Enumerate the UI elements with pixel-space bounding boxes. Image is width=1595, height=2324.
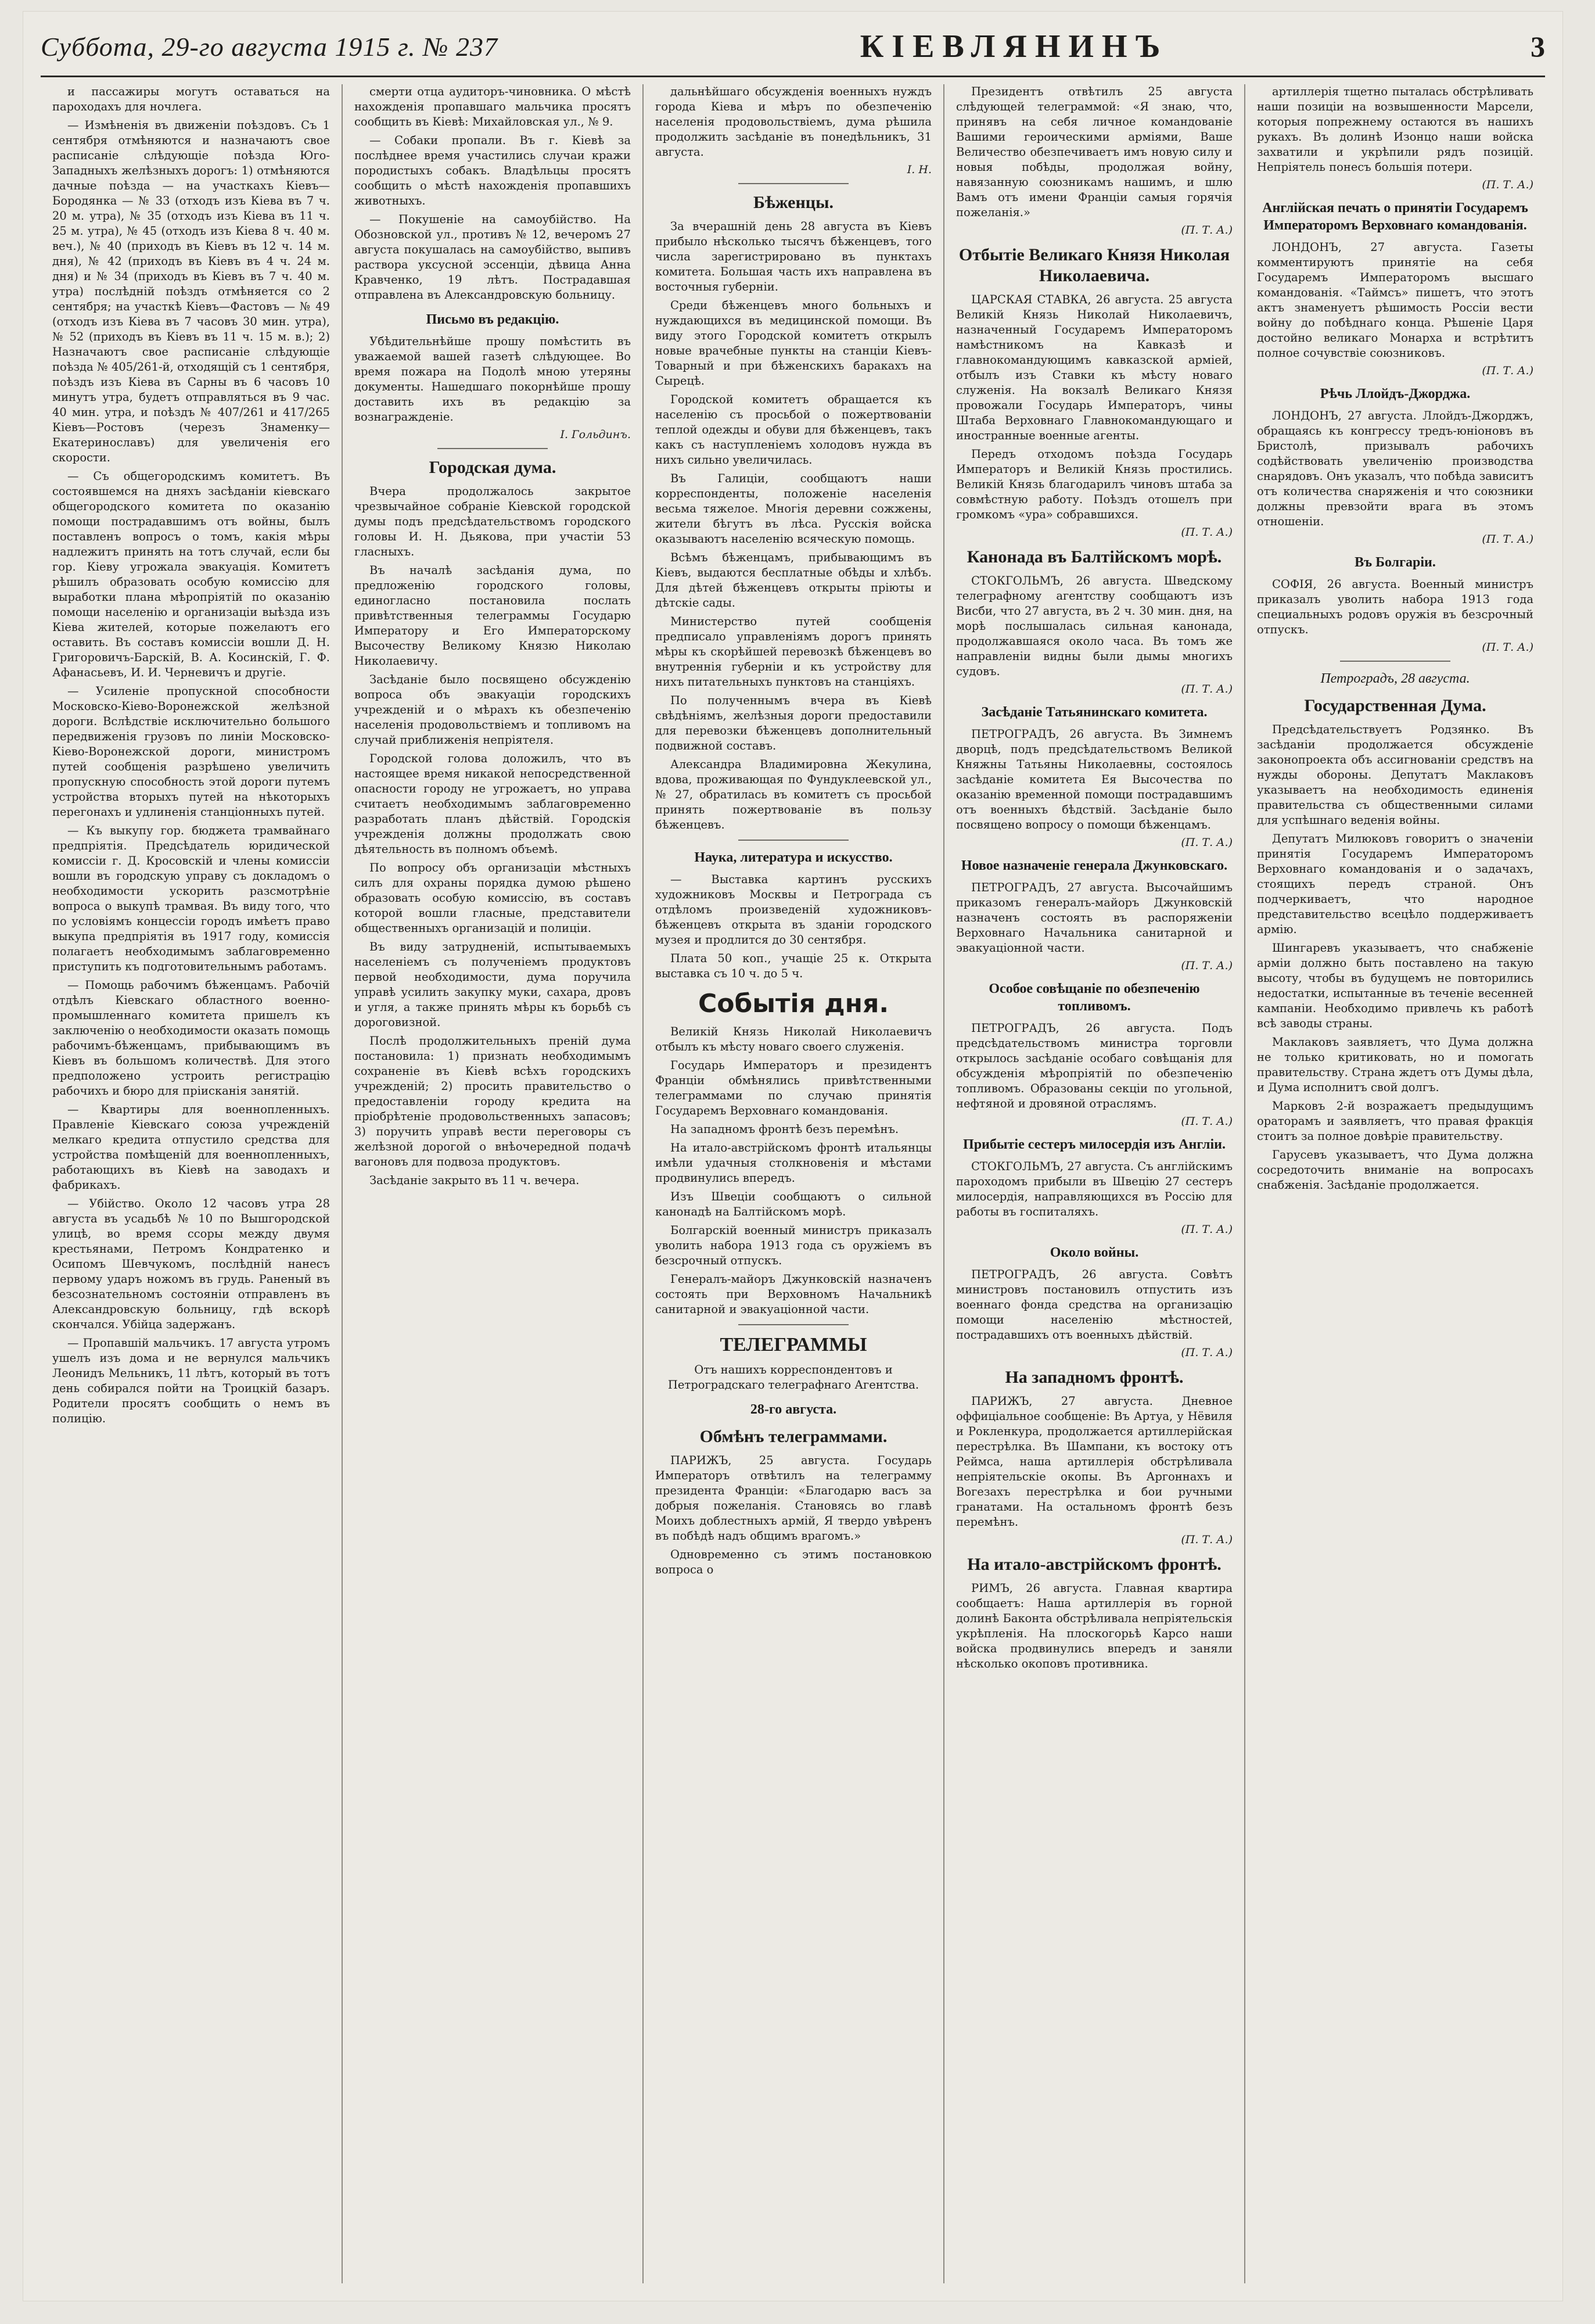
article-text: СТОКГОЛЬМЪ, 27 августа. Съ англійскимъ пароходомъ прибыли въ Швецію 27 сестеръ милосердія, направляющихся въ Россію для работы въ госпиталяхъ.	[956, 1160, 1233, 1218]
section-heading: Государственная Дума.	[1304, 696, 1486, 715]
article-text: Марковъ 2-й возражаетъ предыдущимъ ораторамъ и заявляетъ, что правая фракція стоитъ за полное довѣріе правительству.	[1257, 1099, 1533, 1143]
section-heading: Прибытіе сестеръ милосердія изъ Англіи.	[963, 1137, 1226, 1152]
section-heading: Обмѣнъ телеграммами.	[699, 1427, 888, 1446]
section-heading: Наука, литература и искусство.	[694, 850, 893, 865]
newspaper-page	[23, 12, 1562, 2301]
article-text: СОФІЯ, 26 августа. Военный министръ приказалъ уволить набора 1913 года специальныхъ родовъ оружія въ безсрочный отпускъ.	[1257, 578, 1533, 636]
column-3	[642, 84, 943, 2283]
columns	[41, 84, 1545, 2283]
article-text: Шингаревъ указываетъ, что снабженіе арміи должно быть поставлено на такую высоту, чтобы въ будущемъ не повторились недостатки, испытанные въ теченіе весенней кампаніи. Необходимо привлечь къ работѣ всѣ заводы страны.	[1257, 941, 1533, 1030]
article-text: артиллерія тщетно пыталась обстрѣливать наши позиціи на возвышенности Марсели, которыя попрежнему остаются въ нашихъ рукахъ. Въ долинѣ Изонцо наши войска захватили и укрѣпили рядъ позицій. Непріятель понесъ большія потери.	[1257, 85, 1533, 174]
section-heading: Въ Болгаріи.	[1355, 555, 1436, 570]
article-text: и пассажиры могутъ оставаться на пароходахъ для ночлега.	[52, 85, 330, 113]
signature: І. Н.	[907, 163, 932, 176]
signature: (П. Т. А.)	[1482, 364, 1533, 377]
section-heading: Городская дума.	[429, 458, 556, 477]
article-text: РИМЪ, 26 августа. Главная квартира сообщаетъ: Наша артиллерія въ горной долинѣ Баконта обстрѣливала непріятельскія укрѣпленія. На плоскогорьѣ Карсо наши войска продвинулись впередъ и заняли нѣсколько окоповъ противника.	[956, 1581, 1233, 1670]
signature: (П. Т. А.)	[1181, 683, 1233, 695]
signature: (П. Т. А.)	[1181, 1115, 1233, 1128]
article-text: Засѣданіе было посвящено обсужденію вопроса объ эвакуаціи городскихъ учрежденій и о мѣрахъ къ обезпеченію населенія продовольствіемъ и топливомъ на случай приближенія непріятеля.	[354, 673, 631, 747]
article-text: дальнѣйшаго обсужденія военныхъ нуждъ города Кіева и мѣръ по обезпеченію населенія продовольствіемъ, дума рѣшила продолжить засѣданіе въ понедѣльникъ, 31 августа.	[655, 85, 932, 159]
section-heading: Событія дня.	[698, 989, 889, 1018]
article-text: ПЕТРОГРАДЪ, 26 августа. Подъ предсѣдательствомъ министра торговли открылось засѣданіе особаго совѣщанія для обсужденія мѣропріятій по обезпеченію топливомъ. Образованы секціи по угольной, нефтяной и дровяной отраслямъ.	[956, 1021, 1233, 1110]
article-text: Всѣмъ бѣженцамъ, прибывающимъ въ Кіевъ, выдаются бесплатные обѣды и хлѣбъ. Для дѣтей бѣженцевъ открыты пріюты и дѣтскіе сады.	[655, 551, 932, 609]
article-text: ПЕТРОГРАДЪ, 26 августа. Въ Зимнемъ дворцѣ, подъ предсѣдательствомъ Великой Княжны Татьяны Николаевны, состоялось засѣданіе комитета Ея Высочества по оказанію временной помощи пострадавшимъ отъ военныхъ бѣдствій. Засѣданіе было посвящено вопросу о помощи бѣженцамъ.	[956, 727, 1233, 831]
divider	[738, 183, 849, 184]
article-text: — Съ общегородскимъ комитетъ. Въ состоявшемся на дняхъ засѣданіи кіевскаго общегородского комитета по оказанію помощи пострадавшимъ отъ войны, былъ поставленъ вопросъ о томъ, какія мѣры надлежитъ принять на тотъ случай, если бы гор. Кіеву угрожала эвакуація. Комитетъ рѣшилъ образовать особую комиссію для выработки плана мѣропріятій по оказанію помощи населенію и организаціи выѣзда изъ Кіева жителей, которые пожелаютъ его оставить. Въ составъ комиссіи вошли Д. Н. Григоровичъ-Барскій, В. А. Косинскій, Г. Ф. Афанасьевъ, И. И. Черневичъ и другіе.	[52, 469, 330, 679]
column-2	[342, 84, 642, 2283]
article-text: СТОКГОЛЬМЪ, 26 августа. Шведскому телеграфному агентству сообщаютъ изъ Висби, что 27 августа, въ 2 ч. 30 мин. дня, на морѣ послышалась сильная канонада, продолжавшаяся около часа. Въ томъ же направленіи видны были дымы многихъ судовъ.	[956, 574, 1233, 678]
section-heading: Отбытіе Великаго Князя Николая Николаевича.	[958, 245, 1230, 285]
article-text: Предсѣдательствуетъ Родзянко. Въ засѣданіи продолжается обсужденіе законопроекта объ ассигнованіи средствъ на нужды обороны. Депутатъ Маклаковъ указываетъ на необходимость единенія правительства съ общественными силами для успѣшнаго веденія войны.	[1257, 723, 1533, 827]
section-heading: Особое совѣщаніе по обезпеченію топливомъ.	[989, 981, 1200, 1014]
article-text: По вопросу объ организаціи мѣстныхъ силъ для охраны порядка думою рѣшено образовать особую комиссію, въ составъ которой вошли гласные, представители общественныхъ организацій и полиціи.	[354, 861, 631, 935]
divider	[738, 1324, 849, 1325]
issue-date: Суббота, 29-го августа 1915 г. № 237	[41, 31, 498, 62]
section-heading: На итало-австрійскомъ фронтѣ.	[967, 1555, 1222, 1574]
article-text: Въ началѣ засѣданія дума, по предложенію городского головы, единогласно постановила послать привѣтственныя телеграммы Государю Императору и Его Императорскому Высочеству Великому Князю Николаю Николаевичу.	[354, 564, 631, 668]
article-text: — Къ выкупу гор. бюджета трамвайнаго предпріятія. Предсѣдатель юридической комиссіи г. Д. Кросовскій и члены комиссіи вошли въ городскую управу съ докладомъ о необходимости ускорить разсмотрѣніе вопроса о выкупѣ трамвая. Въ виду того, что по условіямъ концессіи городъ имѣетъ право выкупа предпріятія въ 1917 году, комиссія полагаетъ необходимымъ заблаговременно приступить къ подготовительнымъ работамъ.	[52, 824, 330, 973]
article-text: — Убійство. Около 12 часовъ утра 28 августа въ усадьбѣ № 10 по Вышгородской улицѣ, во время ссоры между двумя крестьянами, Петромъ Кондратенко и Осипомъ Шевчукомъ, послѣдній нанесъ первому ударъ ножомъ въ грудь. Раненый въ безсознательномъ состояніи отправленъ въ Александровскую больницу, гдѣ вскорѣ скончался. Убійца задержанъ.	[52, 1197, 330, 1331]
article-text: Городской голова доложилъ, что въ настоящее время никакой непосредственной опасности городу не угрожаетъ, но управа считаетъ необходимымъ заблаговременно разработать планъ дѣйствій. Городскія учрежденія должны продолжать свою дѣятельность въ полномъ объемѣ.	[354, 752, 631, 856]
signature: (П. Т. А.)	[1181, 526, 1233, 539]
article-text: Депутатъ Милюковъ говоритъ о значеніи принятія Государемъ Императоромъ Верховнаго командованія и о задачахъ, стоящихъ передъ страной. Онъ подчеркиваетъ, что народное представительство всецѣло поддерживаетъ армію.	[1257, 832, 1533, 936]
article-text: Отъ нашихъ корреспондентовъ и Петроградскаго телеграфнаго Агентства.	[667, 1363, 919, 1391]
article-text: Генералъ-майоръ Джунковскій назначенъ состоять при Верховномъ Начальникѣ санитарной и эвакуаціонной части.	[655, 1272, 932, 1316]
article-text: — Помощь рабочимъ бѣженцамъ. Рабочій отдѣлъ Кіевскаго областного военно-промышленнаго комитета пришелъ къ заключенію о необходимости оказать помощь рабочимъ-бѣженцамъ, прибывающимъ въ Кіевъ въ большомъ количествѣ. Для этого предположено устроить регистрацію рабочихъ и бюро для пріисканія занятій.	[52, 978, 330, 1098]
section-heading: Новое назначеніе генерала Джунковскаго.	[961, 858, 1228, 873]
article-text: ПАРИЖЪ, 27 августа. Дневное оффиціальное сообщеніе: Въ Артуа, у Нёвиля и Рокленкура, продолжается артиллерійская перестрѣлка. Въ Шампани, къ востоку отъ Реймса, наша артиллерія обстрѣливала непріятельскіе окопы. Въ Аргоннахъ и Вогезахъ перестрѣлка и бои ручными гранатами. На остальномъ фронтѣ безъ перемѣнъ.	[956, 1394, 1233, 1529]
newspaper-title: КІЕВЛЯНИНЪ	[860, 28, 1169, 64]
signature: (П. Т. А.)	[1482, 178, 1533, 191]
page-number: 3	[1530, 30, 1545, 63]
section-heading: Засѣданіе Татьянинскаго комитета.	[981, 705, 1208, 720]
signature: (П. Т. А.)	[1181, 836, 1233, 849]
article-text: Засѣданіе закрыто въ 11 ч. вечера.	[369, 1174, 580, 1187]
article-text: Президентъ отвѣтилъ 25 августа слѣдующей телеграммой: «Я знаю, что, принявъ на себя личное командованіе Вашими героическими арміями, Ваше Величество обезпечиваетъ имъ новую силу и новыя побѣды, продолжая войну, навязанную союзникамъ нашимъ, и шлю Вамъ отъ имени Франціи самыя горячія пожеланія.»	[956, 85, 1233, 219]
article-text: На западномъ фронтѣ безъ перемѣнъ.	[670, 1122, 899, 1136]
article-text: ПЕТРОГРАДЪ, 26 августа. Совѣтъ министровъ постановилъ отпустить изъ военнаго фонда средства на организацію помощи населенію мѣстностей, пострадавшихъ отъ военныхъ дѣйствій.	[956, 1268, 1233, 1342]
signature: (П. Т. А.)	[1482, 641, 1533, 654]
article-text: ЦАРСКАЯ СТАВКА, 26 августа. 25 августа Великій Князь Николай Николаевичъ, назначенный Государемъ Императоромъ намѣстникомъ на Кавказѣ и главнокомандующимъ кавказской арміей, отбылъ изъ Ставки къ мѣсту новаго служенія. На вокзалѣ Великаго Князя провожали Государь Императоръ, чины Штаба Верховнаго Главнокомандующаго и иностранные военные агенты.	[956, 293, 1233, 442]
divider	[738, 840, 849, 841]
section-heading: 28-го августа.	[750, 1402, 837, 1417]
article-text: Вчера продолжалось закрытое чрезвычайное собраніе Кіевской городской думы подъ предсѣдательствомъ городского головы И. Н. Дьякова, при участіи 53 гласныхъ.	[354, 485, 631, 558]
masthead	[41, 17, 1545, 77]
signature: (П. Т. А.)	[1181, 224, 1233, 236]
article-text: смерти отца аудиторъ-чиновника. О мѣстѣ нахожденія пропавшаго мальчика просятъ сообщить въ Кіевѣ: Михайловская ул., № 9.	[354, 85, 631, 128]
article-text: — Усиленіе пропускной способности Московско-Кіево-Воронежской желѣзной дороги. Вслѣдствіе исключительно большого передвиженія грузовъ по линіи Московско-Кіево-Воронежской дороги, министромъ путей сообщенія разрѣшено увеличить пропускную способность этой дороги путемъ устройства вторыхъ путей на нѣкоторыхъ перегонахъ и удлиненія станціонныхъ путей.	[52, 684, 330, 819]
article-text: Маклаковъ заявляетъ, что Дума должна не только критиковать, но и помогать правительству. Страна ждетъ отъ Думы дѣла, и Дума исполнитъ свой долгъ.	[1257, 1035, 1533, 1094]
signature: (П. Т. А.)	[1181, 1533, 1233, 1546]
article-text: — Квартиры для военнопленныхъ. Правленіе Кіевскаго союза учрежденій мелкаго кредита отпустило средства для устройства помѣщеній для военнопленныхъ, работающихъ въ Кіевѣ на заводахъ и фабрикахъ.	[52, 1103, 330, 1192]
section-heading: Петроградъ, 28 августа.	[1320, 671, 1470, 686]
article-text: Въ Галиціи, сообщаютъ наши корреспонденты, положеніе населенія весьма тяжелое. Многія деревни сожжены, жители бѣгутъ въ лѣса. Русскія войска оказываютъ населенію всяческую помощь.	[655, 472, 932, 546]
article-text: Плата 50 коп., учащіе 25 к. Открыта выставка съ 10 ч. до 5 ч.	[655, 952, 932, 980]
article-text: Городской комитетъ обращается къ населенію съ просьбой о пожертвованіи теплой одежды и обуви для бѣженцевъ, такъ какъ съ наступленіемъ холодовъ нужда въ нихъ сильно увеличилась.	[655, 393, 932, 467]
article-text: Великій Князь Николай Николаевичъ отбылъ къ мѣсту новаго своего служенія.	[655, 1025, 932, 1053]
signature: (П. Т. А.)	[1181, 959, 1233, 972]
article-text: По полученнымъ вчера въ Кіевѣ свѣдѣніямъ, желѣзныя дороги предоставили для перевозки бѣженцевъ дополнительный подвижной составъ.	[655, 694, 932, 752]
article-text: Въ виду затрудненій, испытываемыхъ населеніемъ съ полученіемъ продуктовъ первой необходимости, дума поручила управѣ усилить закупку муки, сахара, дровъ и угля, а также принять мѣры къ борьбѣ съ дороговизной.	[354, 940, 631, 1029]
article-text: Среди бѣженцевъ много больныхъ и нуждающихся въ медицинской помощи. Въ виду этого Городской комитетъ открылъ новые врачебные пункты на станціи Кіевъ-Товарный и при бѣженскихъ баракахъ на Сырецѣ.	[655, 299, 932, 388]
article-text: Государь Императоръ и президентъ Франціи обмѣнялись привѣтственными телеграммами по случаю принятія Государемъ Верховнаго командованія.	[655, 1059, 932, 1117]
section-heading: Канонада въ Балтійскомъ морѣ.	[967, 547, 1222, 566]
article-text: ЛОНДОНЪ, 27 августа. Ллойдъ-Джорджъ, обращаясь къ конгрессу тредъ-юніоновъ въ Бристолѣ, призывалъ рабочихъ содѣйствовать увеличенію производства снарядовъ. Онъ указалъ, что побѣда зависитъ отъ количества снаряженія и что союзники должны превзойти врага въ этомъ отношеніи.	[1257, 409, 1533, 528]
article-text: — Собаки пропали. Въ г. Кіевѣ за послѣднее время участились случаи кражи породистыхъ собакъ. Владѣльцы просятъ сообщить о мѣстѣ нахожденія пропавшихъ животныхъ.	[354, 134, 631, 207]
article-text: — Покушеніе на самоубійство. На Обозновской ул., противъ № 12, вечеромъ 27 августа покушалась на самоубійство, выпивъ раствора уксусной эссенціи, дѣвица Анна Кравченко, 19 лѣтъ. Пострадавшая отправлена въ Александровскую больницу.	[354, 213, 631, 302]
signature: (П. Т. А.)	[1181, 1223, 1233, 1236]
divider	[1340, 661, 1450, 662]
article-text: ПАРИЖЪ, 25 августа. Государь Императоръ отвѣтилъ на телеграмму президента Франціи: «Благодарю васъ за добрыя пожеланія. Становясь во главѣ Моихъ доблестныхъ армій, Я твердо увѣренъ въ побѣдѣ надъ общимъ врагомъ.»	[655, 1454, 932, 1543]
section-heading: Бѣженцы.	[753, 193, 834, 212]
article-text: Изъ Швеціи сообщаютъ о сильной канонадѣ на Балтійскомъ морѣ.	[655, 1190, 932, 1218]
article-text: — Измѣненія въ движеніи поѣздовъ. Съ 1 сентября отмѣняются и назначаютъ свое расписаніе слѣдующіе поѣзда Юго-Западныхъ желѣзныхъ дорогъ: 1) отмѣняются дачные поѣзда — на участкахъ Кіевъ—Бородянка — № 33 (отходъ изъ Кіева въ 7 ч. 20 м. утра), № 35 (отходъ изъ Кіева въ 11 ч. 25 м. утра), № 45 (отходъ изъ Кіева 8 ч. 40 м. веч.), № 40 (приходъ въ Кіевъ въ 12 ч. 14 м. дня), № 42 (приходъ въ Кіевъ въ 4 ч. 24 м. дня) и № 34 (приходъ въ Кіевъ въ 7 ч. 40 м. утра) послѣдній поѣздъ отмѣняется со 2 сентября; на участкѣ Кіевъ—Фастовъ — № 49 (отходъ изъ Кіева въ 7 часовъ 30 мин. утра), № 52 (приходъ въ Кіевъ въ 11 ч. 15 м. в.); 2) Назначаютъ свое расписаніе слѣдующіе поѣзда № 405/261-й, отходящій съ 1 сентября, поѣздъ изъ Кіева въ Сарны въ 6 часовъ 10 минутъ утра, будетъ отправляться въ 9 час. 40 мин. утра, и поѣздъ № 407/261 и 417/265 Кіевъ—Ростовъ (черезъ Знаменку—Екатеринославъ) для увеличенія его скорости.	[52, 119, 330, 464]
article-text: Болгарскій военный министръ приказалъ уволить набора 1913 года съ оружіемъ въ безсрочный отпускъ.	[655, 1224, 932, 1267]
article-text: — Пропавшій мальчикъ. 17 августа утромъ ушелъ изъ дома и не вернулся мальчикъ Леонидъ Мельникъ, 11 лѣтъ, который въ тотъ день собирался пойти на Троицкій базаръ. Родители просятъ сообщить о немъ въ полицію.	[52, 1336, 330, 1425]
column-5	[1244, 84, 1545, 2283]
article-text: Передъ отходомъ поѣзда Государь Императоръ и Великій Князь простились. Великій Князь благодарилъ чиновъ штаба за совмѣстную работу. Поѣздъ отошелъ при громкомъ «ура» собравшихся.	[956, 447, 1233, 521]
article-text: — Выставка картинъ русскихъ художниковъ Москвы и Петрограда съ отдѣломъ произведеній художниковъ-бѣженцевъ открыта въ зданіи городского музея и продлится до 30 сентября.	[655, 873, 932, 946]
section-heading: Письмо въ редакцію.	[426, 312, 559, 327]
signature: (П. Т. А.)	[1482, 533, 1533, 546]
article-text: Гарусевъ указываетъ, что Дума должна сосредоточить вниманіе на вопросахъ снабженія. Засѣданіе продолжается.	[1257, 1148, 1533, 1192]
section-heading: Рѣчь Ллойдъ-Джорджа.	[1320, 386, 1471, 401]
article-text: ЛОНДОНЪ, 27 августа. Газеты комментируютъ принятіе на себя Государемъ Императоромъ высшаго командованія. «Таймсъ» пишетъ, что этотъ актъ знаменуетъ рѣшимость Россіи вести войну до побѣднаго конца. Рѣшеніе Царя достойно великаго Монарха и встрѣтитъ полное сочувствіе союзниковъ.	[1257, 241, 1533, 360]
article-text: Александра Владимировна Жекулина, вдова, проживающая по Фундуклеевской ул., № 27, обратилась въ комитетъ съ просьбой принять пожертвованіе въ пользу бѣженцевъ.	[655, 758, 932, 831]
divider	[437, 448, 548, 449]
signature: І. Гольдинъ.	[560, 428, 631, 441]
section-heading: Около войны.	[1050, 1245, 1139, 1260]
article-text: Послѣ продолжительныхъ преній дума постановила: 1) признать необходимымъ сохраненіе въ Кіевѣ всѣхъ городскихъ учрежденій; 2) просить правительство о предоставленіи городу кредита на пріобрѣтеніе продовольственныхъ запасовъ; 3) поручить управѣ вести переговоры съ желѣзной дорогой о внѣочередной подачѣ вагоновъ для подвоза продуктовъ.	[354, 1034, 631, 1168]
article-text: Убѣдительнѣйше прошу помѣстить въ уважаемой вашей газетѣ слѣдующее. Во время пожара на Подолѣ мною утеряны документы. Нашедшаго покорнѣйше прошу доставить ихъ въ редакцію за вознагражденіе.	[354, 335, 631, 424]
section-heading: На западномъ фронтѣ.	[1005, 1368, 1184, 1387]
article-text: Одновременно съ этимъ постановкою вопроса о	[655, 1548, 932, 1576]
article-text: За вчерашній день 28 августа въ Кіевъ прибыло нѣсколько тысячъ бѣженцевъ, того числа зарегистрировано въ пунктахъ комитета. Большая часть ихъ направлена въ восточныя губерніи.	[655, 220, 932, 293]
signature: (П. Т. А.)	[1181, 1346, 1233, 1359]
article-text: Министерство путей сообщенія предписало управленіямъ дорогъ принять мѣры къ скорѣйшей перевозкѣ бѣженцевъ во внутреннія губерніи и къ устройству для нихъ питательныхъ пунктовъ на станціяхъ.	[655, 615, 932, 688]
section-heading: Англійская печать о принятіи Государемъ Императоромъ Верховнаго командованія.	[1262, 200, 1528, 233]
article-text: На итало-австрійскомъ фронтѣ итальянцы имѣли удачныя столкновенія и мѣстами продвинулись впередъ.	[655, 1141, 932, 1185]
column-4	[943, 84, 1244, 2283]
article-text: ПЕТРОГРАДЪ, 27 августа. Высочайшимъ приказомъ генералъ-майоръ Джунковскій назначенъ состоять въ распоряженіи Верховнаго Начальника санитарной и эвакуаціонной части.	[956, 881, 1233, 955]
column-1	[41, 84, 342, 2283]
section-heading: ТЕЛЕГРАММЫ	[720, 1334, 867, 1355]
